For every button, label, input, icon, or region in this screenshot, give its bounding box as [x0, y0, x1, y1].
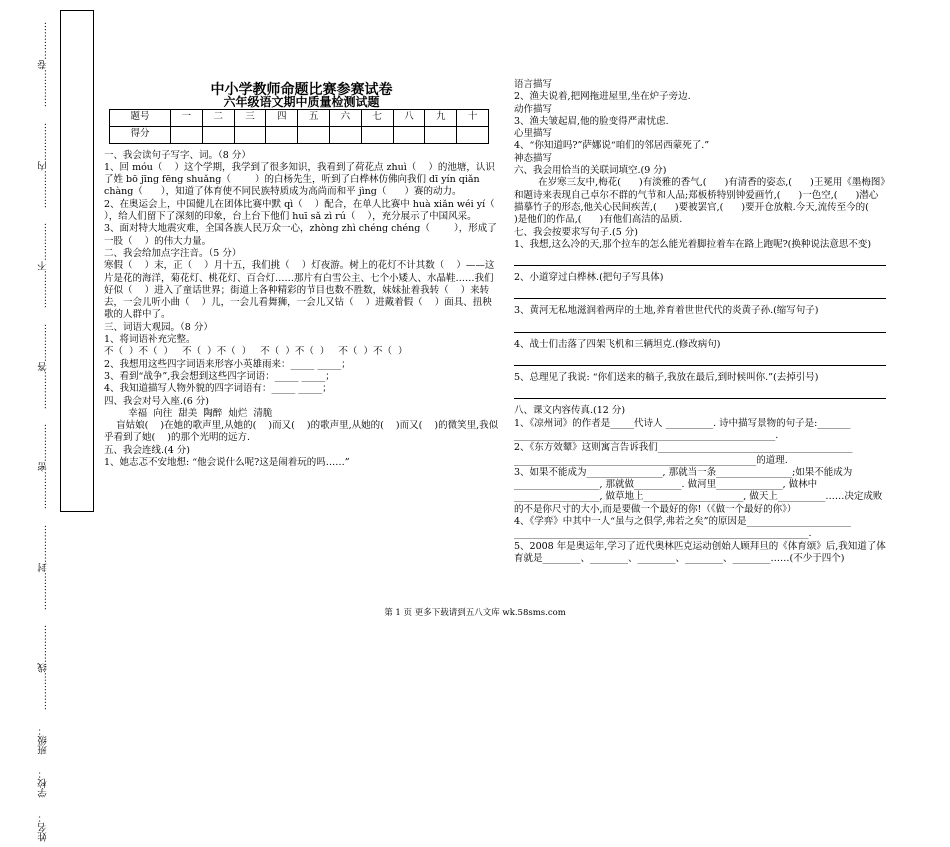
- seal-not: …………不…………: [38, 223, 49, 309]
- score-input-cell[interactable]: [202, 126, 234, 143]
- score-cell: 十: [457, 109, 489, 126]
- question-text: 2、《东方效颦》这则寓言告诉我们_________________________________________ ___________________________________________________的道理.: [514, 442, 856, 466]
- question-text: 4、“你知道吗?”萨娜说“咱们的邻居西蒙死了.”: [514, 140, 710, 152]
- label-name: 姓名：: [38, 812, 49, 842]
- seal-answer: …………答…………: [38, 323, 49, 410]
- score-cell: 六: [329, 109, 361, 126]
- match-option: 神态描写: [514, 152, 553, 164]
- question-text: 5、2008 年是奥运年,学习了近代奥林匹克运动创始人顾拜旦的《体育颂》后,我知道了体育就是________、________、________、________、________……(不少于四个): [514, 540, 886, 564]
- score-input-cell[interactable]: [171, 126, 203, 143]
- question-text: 2、小道穿过白桦林.(把句子写具体): [514, 272, 664, 284]
- score-cell: 九: [425, 109, 457, 126]
- question-text: 2、渔夫说着,把网拖进屋里,坐在炉子旁边.: [514, 91, 691, 103]
- question-text: 1、她志忑不安地想: “他会说什么呢?这是闹着玩的吗……”: [104, 457, 350, 469]
- section-4-heading: 四、我会对号入座.(6 分): [104, 395, 209, 407]
- score-header-row: [110, 109, 489, 126]
- score-label: 得分: [110, 126, 171, 143]
- seal-seal: …………封…………: [38, 524, 49, 611]
- question-text: 3、面对特大地震灾难，全国各族人民万众一心，zhòng zhì chéng chéng（ ），形成了一股（ ）的伟大力量。: [104, 223, 497, 247]
- label-school: 学校：: [38, 769, 49, 798]
- word-bank: 幸福 向往 甜美 陶醉 灿烂 清脆: [104, 407, 273, 419]
- section-6-heading: 六、我会用恰当的关联词填空.(9 分): [514, 165, 667, 177]
- score-input-cell[interactable]: [266, 126, 298, 143]
- question-text: 1、回 móu（ ）这个学期，我学到了很多知识，我看到了荷花点 zhuì（ ）的池塘，认识了姓 bō jīng fēng shuǎng（ ）的白杨先生，听到了白桦林仿佛向我们 dī yín qiǎn chàng（ ），知道了体育使不同民族特质成为高尚而和平 jìng（ ）赛的动力。: [104, 161, 495, 198]
- section-8-heading: 八、课文内容传真.(12 分): [514, 405, 626, 417]
- question-text: 2、我想用这些四字词语来形容小英雄雨来：_____ _____；: [104, 358, 351, 370]
- score-input-cell[interactable]: [425, 126, 457, 143]
- section-3-heading: 三、词语大观园。（8 分）: [104, 321, 213, 333]
- match-option: 动作描写: [514, 103, 553, 115]
- question-text: 1、《凉州词》的作者是_____代诗人 __________. 诗中描写景物的句子是:_______ _______________________________________________________.: [514, 417, 854, 441]
- score-cell: 一: [171, 109, 203, 126]
- answer-line[interactable]: [514, 384, 886, 399]
- score-cell: 三: [234, 109, 266, 126]
- answer-line[interactable]: [514, 318, 886, 333]
- question-text: 3、渔夫皱起眉,他的脸变得严肃忧虑.: [514, 115, 669, 127]
- right-column: [514, 79, 886, 565]
- label-class: 班级：: [38, 725, 49, 755]
- answer-line[interactable]: [514, 251, 886, 266]
- section-7-heading: 七、我会按要求写句子.(5 分): [514, 226, 638, 238]
- answer-line[interactable]: [514, 351, 886, 366]
- score-value-row: [110, 126, 489, 143]
- question-text: 4、《学弈》中其中一人“虽与之俱学,弗若之矣”的原因是______________________ ______________________________________________________________.: [514, 516, 855, 540]
- score-cell: 八: [393, 109, 425, 126]
- score-cell: 四: [266, 109, 298, 126]
- exam-title: 中小学教师命题比赛参赛试卷: [210, 82, 393, 98]
- match-option: 心里描写: [514, 128, 553, 140]
- question-text: 4、战士们击落了四架飞机和三辆坦克.(修改病句): [514, 338, 721, 350]
- question-text: 4、我知道描写人物外貌的四字词语有：_____ _____；: [104, 383, 332, 395]
- section-2-heading: 二、我会给加点字注音。（5 分）: [104, 247, 242, 259]
- question-text: 寒假（ ）末，正（ ）月十五，我们挑（ ）灯夜游。树上的花灯不计其数（ ）——这片是花的海洋，菊花灯、桃花灯、百合灯……那片有白雪公主、七个小矮人、水晶鞋……我们好似（ ）进入了童话世界；街道上各种精彩的节目也数不胜数，妹妹扯着我转（ ）来转去，一会儿听小曲（ ）儿，一会儿看舞狮，一会儿又钻（ ）进戴着假（ ）面具、扭秧歌的人群中了。: [104, 260, 495, 321]
- question-text: 1、将词语补充完整。: [104, 334, 196, 346]
- score-input-cell[interactable]: [298, 126, 330, 143]
- score-cell: 七: [361, 109, 393, 126]
- seal-line: …………线…………: [38, 625, 49, 711]
- score-cell: 题号: [110, 109, 171, 126]
- score-input-cell[interactable]: [457, 126, 489, 143]
- seal-inside: …………内…………: [38, 122, 49, 209]
- score-cell: 二: [202, 109, 234, 126]
- question-text: 不（ ）不（ ） 不（ ）不（ ） 不（ ）不（ ） 不（ ）不（ ）: [104, 346, 408, 358]
- score-table: [109, 109, 489, 144]
- score-input-cell[interactable]: [361, 126, 393, 143]
- question-text: 3、看到“战争”,我会想到这些四字词语：_____ _____；: [104, 370, 335, 382]
- answer-line[interactable]: [514, 284, 886, 299]
- seal-secret: …………密…………: [38, 424, 49, 510]
- question-text: 2、在奥运会上，中国健儿在团体比赛中默 qì（ ）配合，在单人比赛中 huà xiǎn wéi yí（ ），给人们留下了深刻的印象，台上台下他们 huī sǎ zì rú（ ），充分展示了中国风采。: [104, 198, 507, 223]
- left-column: [104, 82, 507, 469]
- match-option: 语言描写: [514, 79, 553, 90]
- score-input-cell[interactable]: [329, 126, 361, 143]
- binding-box: [60, 10, 94, 512]
- binding-text: [38, 16, 62, 847]
- score-input-cell[interactable]: [234, 126, 266, 143]
- question-text: 在岁寒三友中,梅花( )有淡雅的香气,( )有清香的姿态,( )王冕用《墨梅图》和题诗来表现自己卓尔不群的气节和人品;郑板桥特别钟爱画竹,( )一色空,( )潜心描摹竹子的形态,他关心民间疾苦,( )要被罢官,( )要开仓放粮.今天,流传至今的( )是他们的作品,( )有他们高洁的品质.: [514, 177, 887, 226]
- question-text: 3、黄河无私地滋润着两岸的土地,养育着世世代代的炎黄子孙.(缩写句子): [514, 305, 819, 317]
- question-text: 3、如果不能成为________________, 那就当一条________________;如果不能成为__________________, 那就做__________. 做河里______________, 做林中__________________, 做草地上_____________________, 做天上__________……决定成败的不是你尺寸的大小,而是要做一个最好的你!（《做一个最好的你》）: [514, 466, 883, 515]
- seal-paper: …………卷…………: [38, 22, 49, 108]
- page-footer: 第 1 页 更多下载请到五八文库 wk.58sms.com: [384, 608, 566, 618]
- question-text: 5、总理见了我说: “你们送来的稿子,我放在最后,到时候叫你.”(去掉引号): [514, 372, 819, 384]
- question-text: 1、我想,这么冷的天,那个拉车的怎么能光着脚拉着车在路上跑呢?(换种说法意思不变): [514, 238, 872, 250]
- section-1-heading: 一、我会读句子写字、词。（8 分）: [104, 149, 251, 161]
- score-input-cell[interactable]: [393, 126, 425, 143]
- question-text: 盲姑娘( )在她的歌声里,从她的( )而又( )的歌声里,从她的( )而又( )的微笑里,我似乎看到了她( )的那个光明的远方.: [104, 420, 499, 444]
- exam-subtitle: 六年级语文期中质量检测试题: [223, 95, 380, 110]
- score-cell: 五: [298, 109, 330, 126]
- binding-margin: [22, 8, 74, 842]
- section-5-heading: 五、我会连线.(4 分): [104, 444, 190, 456]
